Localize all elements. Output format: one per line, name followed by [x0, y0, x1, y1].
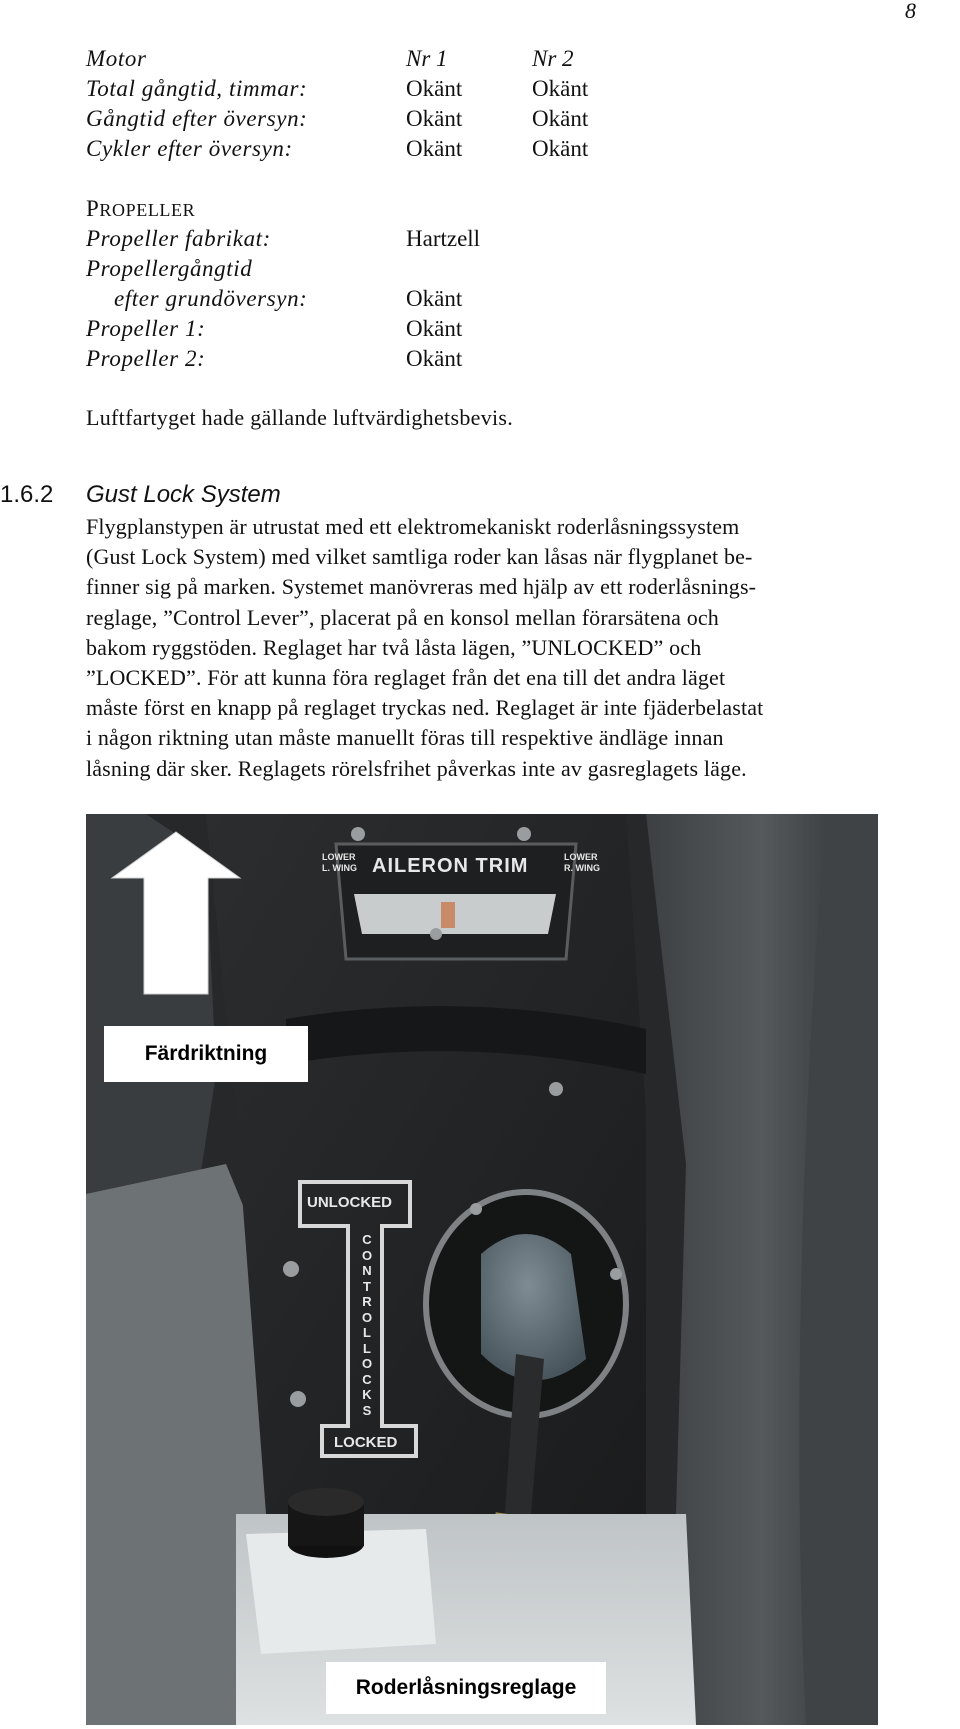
airworthiness-statement: Luftfartyget hade gällande luftvärdighetsbevis. [86, 405, 514, 430]
engine-row-value-1: Okänt [406, 106, 463, 131]
propeller-hours-value: Okänt [406, 286, 463, 311]
trim-right-label: LOWER R. WING [564, 852, 600, 873]
propeller-1-label: Propeller 1: [86, 316, 206, 341]
trim-placard-label: AILERON TRIM [372, 855, 529, 877]
screw-icon [290, 1391, 306, 1407]
paragraph-line: bakom ryggstöden. Reglaget har två låsta lägen, ”UNLOCKED” och [86, 634, 702, 660]
cockpit-control-lever-photo [86, 814, 878, 1725]
section-paragraph [86, 512, 946, 784]
engine-row-value-2: Okänt [532, 136, 589, 161]
paragraph-line: finner sig på marken. Systemet manövreras med hjälp av ett roderlåsnings- [86, 574, 757, 600]
direction-caption: Färdriktning [104, 1026, 308, 1082]
paragraph-line: (Gust Lock System) med vilket samtliga roder kan låsas när flygplanet be- [86, 544, 753, 570]
section-title: Gust Lock System [86, 481, 281, 508]
paragraph-line: i någon riktning utan måste manuellt föras till respektive ändläge innan [86, 725, 724, 751]
propeller-heading-rest: ROPELLER [99, 200, 196, 220]
gate-unlocked-label: UNLOCKED [307, 1194, 392, 1211]
screw-icon [283, 1261, 299, 1277]
paragraph-line: Flygplanstypen är utrustat med ett elektromekaniskt roderlåsningssystem [86, 514, 740, 539]
screw-icon [517, 827, 531, 841]
engine-row-label: Total gångtid, timmar: [86, 76, 308, 101]
screw-icon [470, 1203, 482, 1215]
screw-icon [351, 827, 365, 841]
propeller-2-label: Propeller 2: [86, 346, 206, 371]
engine-col2-header: Nr 2 [532, 46, 574, 71]
section-heading [0, 480, 281, 510]
engine-row-label: Cykler efter översyn: [86, 136, 293, 161]
propeller-hours-label-1: Propellergångtid [86, 256, 253, 281]
paragraph-line: låsning där sker. Reglagets rörelsfrihet påverkas inte av gasreglagets läge. [86, 755, 747, 781]
paragraph-line: ”LOCKED”. För att kunna föra reglaget från det ena till det andra läget [86, 665, 726, 691]
screw-icon [610, 1268, 622, 1280]
gate-vertical-label: CONTROL LOCKS [361, 1232, 373, 1418]
propeller-2-value: Okänt [406, 346, 463, 371]
propeller-1-value: Okänt [406, 316, 463, 341]
engine-row-value-1: Okänt [406, 76, 463, 101]
propeller-heading-initial: P [86, 196, 100, 221]
engine-col1-header: Nr 1 [406, 46, 448, 71]
propeller-make-label: Propeller fabrikat: [86, 226, 271, 251]
gate-locked-label: LOCKED [334, 1434, 398, 1451]
paragraph-line: måste först en knapp på reglaget tryckas ned. Reglaget är inte fjäderbelastat [86, 695, 764, 721]
lever-caption: Roderlåsningsreglage [326, 1662, 606, 1714]
engine-row-label: Gångtid efter översyn: [86, 106, 308, 131]
engine-row-value-1: Okänt [406, 136, 463, 161]
knob-cap [288, 1488, 364, 1516]
engine-header-label: Motor [86, 46, 147, 71]
engine-row-value-2: Okänt [532, 106, 589, 131]
engine-row-value-2: Okänt [532, 76, 589, 101]
page-number: 8 [905, 0, 916, 23]
propeller-make-value: Hartzell [406, 226, 481, 251]
propeller-hours-label-2: efter grundöversyn: [114, 286, 308, 311]
screw-icon [549, 1082, 563, 1096]
trim-left-label: LOWER L. WING [322, 852, 357, 873]
photo-illustration [86, 814, 878, 1725]
paragraph-line: reglage, ”Control Lever”, placerat på en konsol mellan förarsätena och [86, 604, 719, 630]
trim-pointer [441, 902, 455, 928]
section-number: 1.6.2 [0, 481, 54, 508]
screw-icon [430, 928, 442, 940]
